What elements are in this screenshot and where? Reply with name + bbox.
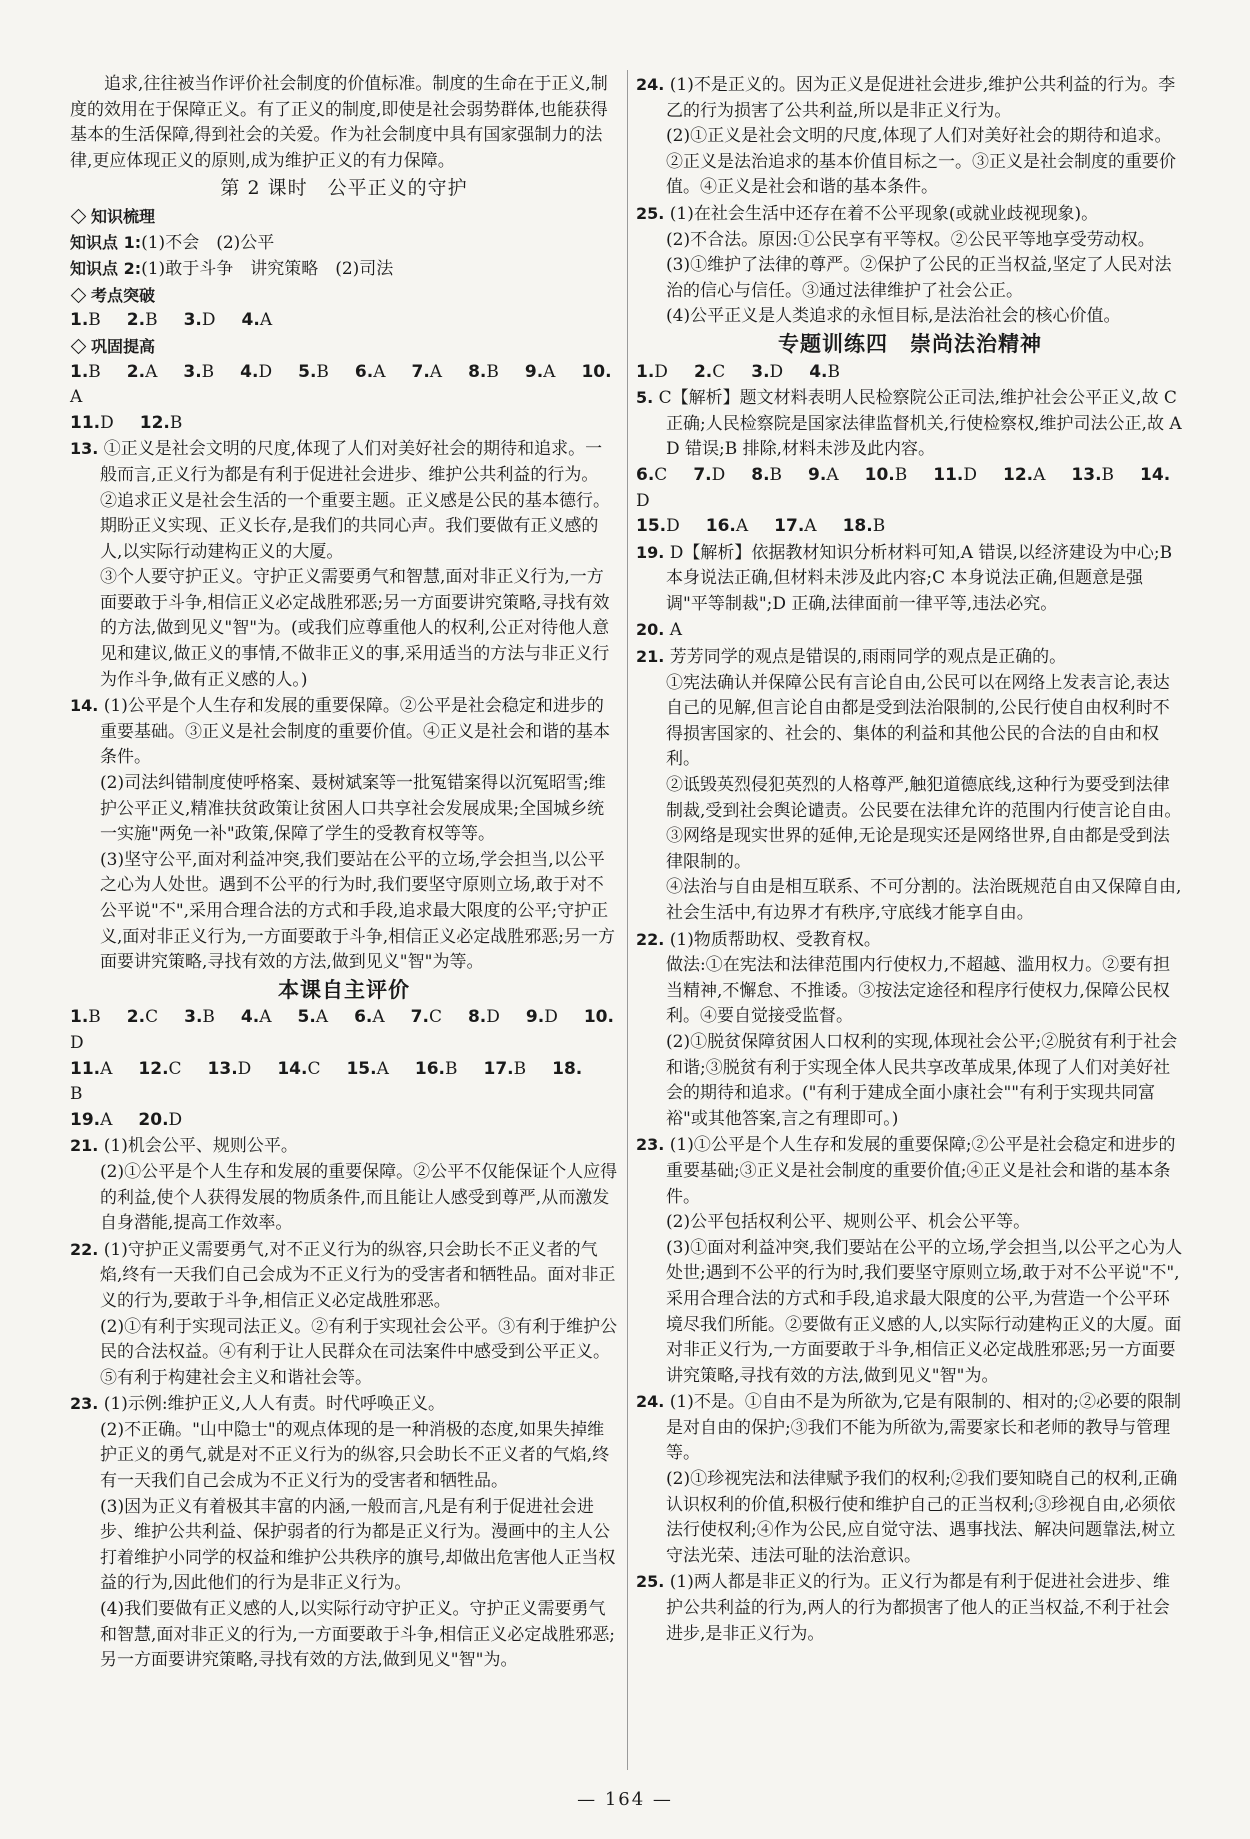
q13-p3: ③个人要守护正义。守护正义需要勇气和智慧,面对非正义行为,一方面要敢于斗争,相信正义必定战胜邪恶;另一方面要讲究策略,寻找有效的方法,做到见义"智"为。(或我们应尊重他人的权利,公正对待他人意见和建议,做正义的事情,不做非正义的事,采用适当的方法与非正义行为作斗争,做有正义感的人。) [100,567,610,690]
answer-number: 12. [139,412,170,433]
answer-letter: A [373,361,386,382]
answer-letter: D [544,1007,558,1028]
answer-number: 16. [705,516,736,537]
answer-letter: D [711,464,726,485]
answer-number: 15. [636,516,667,537]
answer-letter: B [202,1007,215,1028]
answer-number: 2. [126,361,146,382]
unit-title: 专题训练四 崇尚法治精神 [778,331,1042,356]
answer-letter: B [169,412,183,433]
section-consolidate [70,334,618,360]
knowledge-point-1 [70,230,618,257]
answer-number: 6. [636,464,655,485]
answer-letter: A [145,361,158,382]
u19-number: 19. [636,542,665,562]
u23-p1: (1)①公平是个人生存和发展的重要保障;②公平是社会稳定和进步的重要基础;③正义是社会制度的重要价值;④正义是社会和谐的基本条件。 [666,1135,1176,1207]
answer-number: 10. [583,1007,614,1028]
q25-number: 25. [636,203,665,223]
lesson-title: 第 2 课时 公平正义的守护 [220,177,468,200]
answer-number: 18. [552,1058,583,1079]
q14-p1: (1)公平是个人生存和发展的重要保障。②公平是社会稳定和进步的重要基础。③正义是社会制度的重要价值。④正义是社会和谐的基本条件。 [100,696,610,768]
answer-letter: B [88,1007,101,1028]
answer-number: 2. [693,361,713,382]
q23-number: 23. [70,1394,99,1414]
unit-question-23 [636,1132,1184,1210]
u20-number: 20. [636,620,665,640]
answer-number: 10. [581,361,612,382]
answer-letter: B [769,464,783,485]
answer-letter: B [486,361,499,382]
q25-p1: (1)在社会生活中还存在着不公平现象(或就业歧视现象)。 [669,203,1099,224]
answer-number: 2. [126,310,146,331]
answer-number: 6. [354,1007,373,1028]
exam-answers [70,308,618,334]
answer-number: 19. [70,1109,101,1130]
answer-letter: A [1033,464,1046,485]
answer-letter: B [1101,464,1115,485]
answer-number: 6. [354,361,374,382]
u25-number: 25. [636,1572,665,1592]
answer-number: 7. [693,464,712,485]
q24-p2: (2)①正义是社会文明的尺度,体现了人们对美好社会的期待和追求。②正义是法治追求的基本价值目标之一。③正义是社会制度的重要价值。④正义是社会和谐的基本条件。 [666,126,1176,198]
answer-letter: D [70,1032,84,1053]
diamond-icon [71,288,87,304]
u24-p1: (1)不是。①自由不是为所欲为,它是有限制的、相对的;②必要的限制是对自由的保护;③我们不能为所欲为,需要家长和老师的教导与管理等。 [666,1392,1181,1464]
answer-letter: A [259,310,273,331]
answer-letter: D [963,464,978,485]
unit-question-5 [636,385,1184,463]
answer-letter: B [444,1058,458,1079]
answer-number: 9. [524,361,544,382]
q25-p4: (4)公平正义是人类追求的永恒目标,是法治社会的核心价值。 [666,306,1121,327]
answer-letter: B [88,361,101,382]
u19-text: D【解析】依据教材知识分析材料可知,A 错误,以经济建设为中心;B 本身说法正确,但材料未涉及此内容;C 本身说法正确,但题意是强调"平等制裁";D 正确,法律面前一律平等,违法必究。 [666,542,1178,614]
answer-letter: D [666,516,680,537]
question-24 [636,72,1184,124]
answer-letter: A [804,516,817,537]
q21-p2: (2)①公平是个人生存和发展的重要保障。②公平不仅能保证个人应得的利益,使个人获得发展的物质条件,而且能让人感受到尊严,从而激发自身潜能,提高工作效率。 [100,1161,618,1234]
diamond-icon [71,339,87,355]
section-exam-label: 考点突破 [91,285,156,305]
consolidate-answers-row-1 [70,360,618,411]
answer-letter: A [543,361,556,382]
answer-number: 11. [933,464,964,485]
q13-p1: ①正义是社会文明的尺度,体现了人们对美好社会的期待和追求。一般而言,正义行为都是有利于促进社会进步、维护公共利益的行为。 [100,439,603,485]
unit-answers-row-3 [636,514,1184,540]
answer-letter: A [259,1007,272,1028]
right-column [636,72,1184,1647]
unit-answers-row-2 [636,463,1184,514]
unit-question-25 [636,1569,1184,1647]
u23-number: 23. [636,1135,665,1155]
u21-number: 21. [636,647,665,667]
answer-number: 4. [241,310,260,331]
q23-p1: (1)示例:维护正义,人人有责。时代呼唤正义。 [103,1394,445,1415]
answer-letter: A [429,361,443,382]
footer-dash-left: — [577,1789,598,1810]
unit-question-19 [636,540,1184,618]
unit-question-21 [636,644,1184,671]
u25-p1: (1)两人都是非正义的行为。正义行为都是有利于促进社会进步、维护公共利益的行为,两人的行为都损害了他人的正当权益,不利于社会进步,是非正义行为。 [666,1572,1170,1644]
answer-letter: A [735,516,749,537]
answer-letter: C [145,1007,159,1028]
self-eval-row-3 [70,1108,618,1134]
answer-number: 9. [808,464,827,485]
answer-number: 15. [346,1058,377,1079]
answer-letter: B [827,361,840,382]
answer-letter: B [316,361,329,382]
u20-text: A [669,620,683,641]
answer-number: 18. [842,516,873,537]
answer-letter: D [100,412,114,433]
answer-letter: B [70,1084,83,1105]
self-eval-row-2 [70,1057,618,1108]
q23-p2: (2)不正确。"山中隐士"的观点体现的是一种消极的态度,如果失掉维护正义的勇气,就是对不正义行为的纵容,只会助长不正义者的气焰,终有一天我们自己会成为不正义行为的受害者和牺牲品。 [100,1419,610,1492]
unit-question-20 [636,617,1184,644]
answer-number: 14. [1140,464,1171,485]
answer-letter: B [513,1058,527,1079]
q14-p3: (3)坚守公平,面对利益冲突,我们要站在公平的立场,学会担当,以公平之心为人处世。遇到不公平的行为时,我们要坚守原则立场,敢于对不公平说"不",采用合理合法的方式和手段,追求最大限度的公平;守护正义,面对非正义行为,一方面要敢于斗争,相信正义必定战胜邪恶;另一方面要讲究策略,寻找有效的方法,做到见义"智"为等。 [100,849,615,973]
diamond-icon [71,209,87,225]
q24-number: 24. [636,75,665,94]
unit-question-24 [636,1389,1184,1467]
q23-p3: (3)因为正义有着极其丰富的内涵,一般而言,凡是有利于促进社会进步、维护公共利益、保护弱者的行为都是正义行为。漫画中的主人公打着维护小同学的权益和维护公共秩序的旗号,却做出危害他人正当权益的行为,因此他们的行为是非正义行为。 [100,1496,616,1594]
section-consolidate-label: 巩固提高 [91,336,156,356]
answer-number: 1. [636,361,655,382]
u21-p0: 芳芳同学的观点是错误的,雨雨同学的观点是正确的。 [669,647,1067,668]
q22-number: 22. [70,1239,99,1259]
kp1-text: (1)不会 (2)公平 [141,232,275,253]
footer-dash-right: — [652,1789,673,1810]
answer-number: 5. [298,361,317,382]
answer-number: 8. [467,1007,487,1028]
answer-letter: D [636,490,650,511]
u22-p3: (2)①脱贫保障贫困人口权利的实现,体现社会公平;②脱贫有利于社会和谐;③脱贫有利于实现全体人民共享改革成果,体现了人们对美好社会的期待和追求。("有利于建成全面小康社会""有利于实现共同富裕"或其他答案,言之有理即可。) [666,1031,1178,1129]
answer-letter: D [486,1007,500,1028]
question-25 [636,201,1184,228]
answer-number: 4. [240,361,259,382]
u5-number: 5. [636,388,654,408]
section-exam [70,283,618,309]
self-eval-title: 本课自主评价 [278,977,410,1002]
q21-p1: (1)机会公平、规则公平。 [103,1136,298,1157]
kp2-label: 知识点 2: [70,259,142,279]
u21-p2: ②诋毁英烈侵犯英烈的人格尊严,触犯道德底线,这种行为要受到法律制裁,受到社会舆论谴责。公民要在法律允许的范围内行使言论自由。 [666,775,1182,821]
answer-letter: D [201,310,216,331]
u22-number: 22. [636,929,665,949]
consolidate-answers-row-2 [70,411,618,437]
kp2-text: (1)敢于斗争 讲究策略 (2)司法 [141,259,394,280]
unit-question-22 [636,927,1184,954]
q14-number: 14. [70,696,99,716]
u23-p3: (3)①面对利益冲突,我们要站在公平的立场,学会担当,以公平之心为人处世;遇到不公平的行为时,我们要坚守原则立场,敢于对不公平说"不",采用合理合法的方式和手段,追求最大限度的公平,为营造一个公平环境尽我们所能。②要做有正义感的人,以实际行动建构正义的大厦。面对非正义行为,一方面要敢于斗争,相信正义必定战胜邪恶;另一方面要讲究策略,寻找有效的方法,做到见义"智"为。 [666,1237,1183,1386]
answer-number: 4. [809,361,828,382]
q13-number: 13. [70,439,99,459]
answer-letter: A [100,1109,113,1130]
u21-p1: ①宪法确认并保障公民有言论自由,公民可以在网络上发表言论,表达自己的见解,但言论自由都是受到法治限制的,公民行使自由权利时不得损害国家的、社会的、集体的利益和其他公民的合法的自由和权利。 [666,672,1170,770]
answer-number: 12. [1003,464,1034,485]
answer-letter: C [712,361,726,382]
section-knowledge [70,204,618,230]
question-23 [70,1391,618,1418]
answer-letter: C [428,1007,442,1028]
answer-letter: A [315,1007,329,1028]
answer-letter: D [654,361,668,382]
q13-p2: ②追求正义是社会生活的一个重要主题。正义感是公民的基本德行。期盼正义实现、正义长存,是我们的共同心声。我们要做有正义感的人,以实际行动建构正义的大厦。 [100,490,610,562]
answer-letter: A [826,464,839,485]
q21-number: 21. [70,1136,99,1156]
answer-letter: D [769,361,784,382]
left-column [70,72,618,1674]
q22-p2: (2)①有利于实现司法正义。②有利于实现社会公平。③有利于维护公民的合法权益。④有利于让人民群众在司法案件中感受到公平正义。⑤有利于构建社会主义和谐社会等。 [100,1316,618,1388]
q25-p3: (3)①维护了法律的尊严。②保护了公民的正当权益,坚定了人民对法治的信心与信任。③通过法律维护了社会公正。 [666,255,1172,301]
intro-paragraph: 追求,往往被当作评价社会制度的价值标准。制度的生命在于正义,制度的效用在于保障正义。有了正义的制度,即使是社会弱势群体,也能获得基本的生活保障,得到社会的关爱。作为社会制度中具有国家强制力的法律,更应体现正义的原则,成为维护正义的有力保障。 [70,74,608,171]
question-13 [70,436,618,488]
q22-p1: (1)守护正义需要勇气,对不正义行为的纵容,只会助长不正义者的气焰,终有一天我们自己会成为不正义行为的受害者和牺牲品。面对非正义的行为,要敢于斗争,相信正义必定战胜邪恶。 [100,1239,616,1311]
answer-number: 1. [70,1007,89,1028]
column-divider [627,70,628,1770]
answer-number: 3. [183,361,202,382]
answer-letter: B [145,310,158,331]
answer-letter: D [258,361,273,382]
answer-number: 12. [138,1058,169,1079]
u21-p4: ④法治与自由是相互联系、不可分割的。法治既规范自由又保障自由,社会生活中,有边界才有秩序,守底线才能享自由。 [666,877,1182,923]
answer-letter: A [100,1058,113,1079]
answer-number: 14. [277,1058,308,1079]
answer-letter: A [70,387,83,408]
answer-letter: C [654,464,668,485]
answer-number: 16. [414,1058,445,1079]
question-22 [70,1237,618,1315]
question-14 [70,693,618,771]
answer-number: 5. [297,1007,316,1028]
page-footer [0,1789,1250,1810]
answer-letter: A [376,1058,389,1079]
page-number: 164 [604,1789,646,1810]
answer-number: 7. [411,361,430,382]
answer-number: 3. [751,361,770,382]
answer-letter: B [201,361,215,382]
question-21 [70,1133,618,1160]
u22-p2: 做法:①在宪法和法律范围内行使权力,不超越、滥用权力。②要有担当精神,不懈怠、不推诿。③按法定途径和程序行使权力,保障公民权利。④要自觉接受监督。 [666,955,1171,1027]
answer-number: 3. [184,1007,203,1028]
u21-p3: ③网络是现实世界的延伸,无论是现实还是网络世界,自由都是受到法律限制的。 [666,826,1170,872]
u24-p2: (2)①珍视宪法和法律赋予我们的权利;②我们要知晓自己的权利,正确认识权利的价值,积极行使和维护自己的正当权利;③珍视自由,必须依法行使权利;④作为公民,应自觉守法、遇事找法、解决问题靠法,树立守法光荣、违法可耻的法治意识。 [666,1469,1178,1566]
q25-p2: (2)不合法。原因:①公民享有平等权。②公民平等地享受劳动权。 [666,229,1155,250]
answer-number: 1. [70,361,89,382]
answer-number: 20. [138,1109,169,1130]
u5-text: C【解析】题文材料表明人民检察院公正司法,维护社会公平正义,故 C 正确;人民检察院是国家法律监督机关,行使检察权,维护司法公正,故 AD 错误;B 排除,材料未涉及此内容。 [658,388,1183,460]
answer-number: 13. [1071,464,1102,485]
answer-number: 8. [751,464,770,485]
answer-letter: B [894,464,908,485]
section-knowledge-label: 知识梳理 [91,206,156,226]
answer-number: 3. [183,310,202,331]
answer-letter: D [168,1109,183,1130]
answer-number: 10. [864,464,895,485]
answer-number: 2. [126,1007,146,1028]
answer-letter: A [372,1007,385,1028]
self-eval-row-1 [70,1005,618,1056]
answer-number: 11. [70,1058,101,1079]
unit-answers-row-1 [636,360,1184,386]
answer-letter: D [237,1058,252,1079]
answer-number: 9. [525,1007,545,1028]
q24-p1: (1)不是正义的。因为正义是促进社会进步,维护公共利益的行为。李乙的行为损害了公共利益,所以是非正义行为。 [666,75,1176,121]
answer-letter: B [872,516,886,537]
answer-number: 17. [774,516,805,537]
answer-letter: C [307,1058,321,1079]
q23-p4: (4)我们要做有正义感的人,以实际行动守护正义。守护正义需要勇气和智慧,面对非正义的行为,一方面要敢于斗争,相信正义必定战胜邪恶;另一方面要讲究策略,寻找有效的方法,做到见义"智"为。 [100,1599,615,1671]
answer-number: 11. [70,412,101,433]
u24-number: 24. [636,1392,665,1412]
answer-number: 8. [468,361,487,382]
kp1-label: 知识点 1: [70,232,142,252]
answer-number: 4. [240,1007,260,1028]
answer-letter: B [88,310,101,331]
answer-number: 1. [70,310,89,331]
q14-p2: (2)司法纠错制度使呼格案、聂树斌案等一批冤错案得以沉冤昭雪;维护公平正义,精准扶贫政策让贫困人口共享社会发展成果;全国城乡统一实施"两免一补"政策,保障了学生的受教育权等等。 [100,773,606,845]
answer-number: 7. [410,1007,429,1028]
knowledge-point-2 [70,256,618,283]
u23-p2: (2)公平包括权利公平、规则公平、机会公平等。 [666,1212,1031,1233]
u22-p1: (1)物质帮助权、受教育权。 [669,929,881,950]
answer-number: 13. [207,1058,238,1079]
answer-number: 17. [483,1058,514,1079]
answer-letter: C [168,1058,182,1079]
